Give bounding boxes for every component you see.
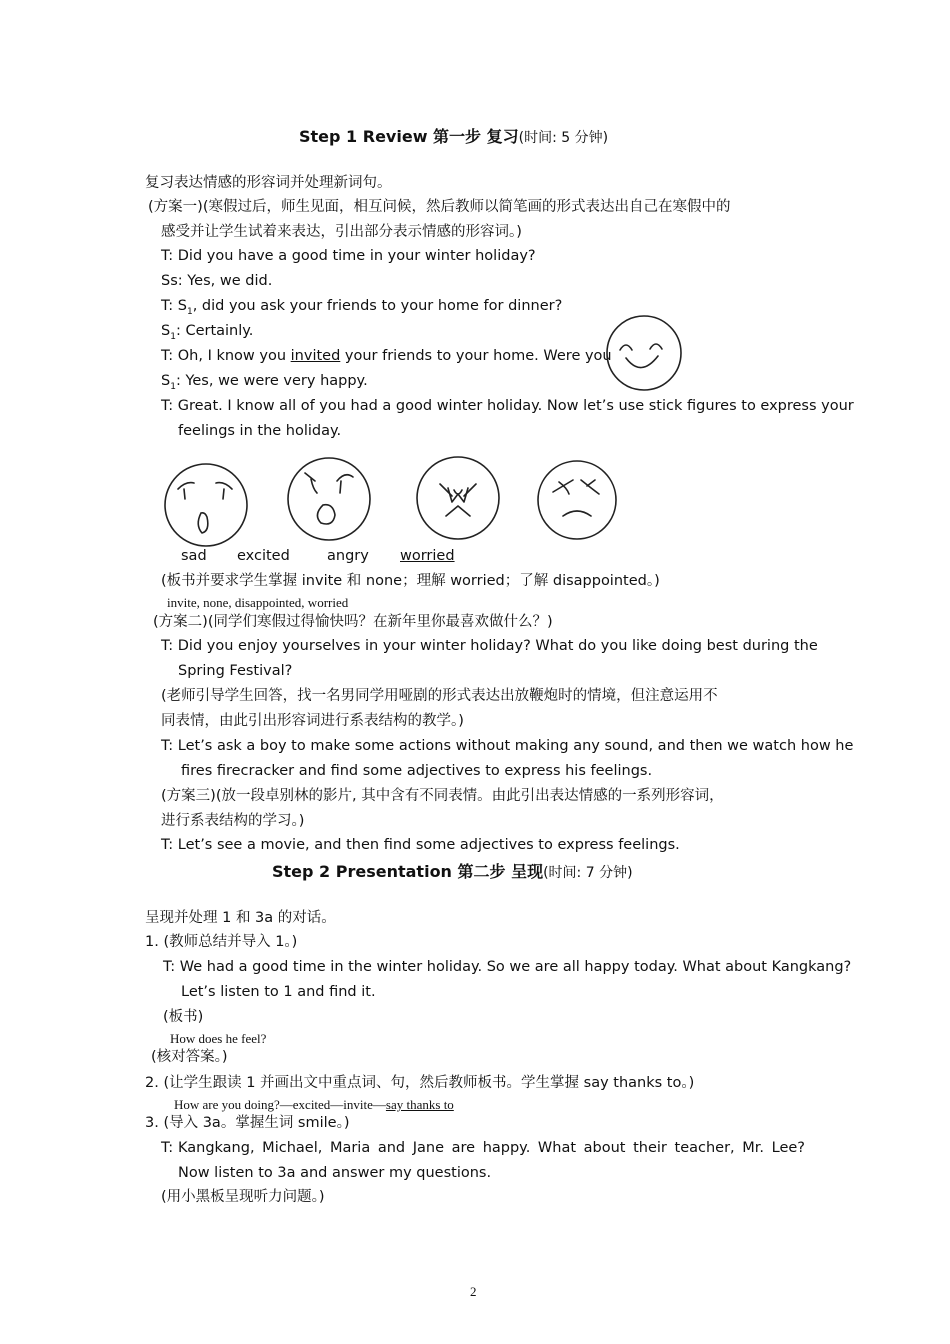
dialog-line-3-pre: T: S: [161, 298, 187, 314]
dialog-line-4-sub: 1: [170, 331, 176, 342]
item1-check: (核对答案。): [151, 1049, 228, 1065]
item1: 1. (教师总结并导入 1。): [145, 934, 298, 950]
plan2-note-line1: (老师引导学生回答，找一名男同学用哑剧的形式表达出放鞭炮时的情境，但注意运用不: [161, 688, 718, 704]
item2-board: [174, 1097, 454, 1113]
plan1-line1: (方案一)(寒假过后，师生见面，相互问候，然后教师以简笔画的形式表达出自己在寒假中的: [148, 199, 731, 215]
sad-face-icon: [162, 461, 250, 549]
plan1-line2: 感受并让学生试着来表达，引出部分表示情感的形容词。): [161, 224, 522, 240]
step1-heading: [299, 127, 608, 147]
step1-title: Step 1 Review 第一步 复习: [299, 127, 519, 146]
dialog-line-3-sub: 1: [186, 306, 193, 317]
step1-time: (时间: 5 分钟): [518, 130, 609, 146]
plan2-t2-line2: fires firecracker and find some adjectives to express his feelings.: [181, 763, 653, 779]
plan3-line1: (方案三)(放一段卓别林的影片, 其中含有不同表情。由此引出表达情感的一系列形容词，: [161, 788, 724, 804]
label-angry: angry: [327, 548, 369, 564]
dialog-line-6-sub: 1: [170, 381, 176, 392]
dialog-line-6: [161, 373, 368, 393]
dialog-line-5: [161, 348, 612, 365]
plan3-line2: 进行系表结构的学习。): [161, 813, 305, 829]
label-sad: sad: [181, 548, 207, 564]
dialog-line-4-post: : Certainly.: [175, 323, 254, 339]
item2-board-pre: How are you doing?—excited—invite—: [174, 1097, 386, 1112]
dialog-line-3: [161, 298, 562, 318]
item3: 3. (导入 3a。掌握生词 smile。): [145, 1115, 350, 1131]
dialog-line-7b: feelings in the holiday.: [178, 423, 342, 439]
plan3-t: T: Let’s see a movie, and then find some adjectives to express feelings.: [161, 837, 680, 853]
board-note: (板书并要求学生掌握 invite 和 none；理解 worried；了解 disappointed。): [161, 573, 660, 589]
excited-face-icon: [285, 455, 373, 543]
item1-board-text: How does he feel?: [170, 1031, 267, 1046]
dialog-line-1: T: Did you have a good time in your winter holiday?: [161, 248, 536, 264]
plan2-t-line1: T: Did you enjoy yourselves in your winter holiday? What do you like doing best during the: [161, 638, 818, 654]
item1-board: (板书): [163, 1009, 204, 1025]
item3-note: (用小黑板呈现听力问题。): [161, 1189, 325, 1205]
dialog-line-5-post: your friends to your home. Were you: [340, 348, 612, 364]
dialog-line-2: Ss: Yes, we did.: [161, 273, 273, 289]
label-excited: excited: [237, 548, 290, 564]
step2-time: (时间: 7 分钟): [543, 865, 633, 881]
plan2-title: (方案二)(同学们寒假过得愉快吗？在新年里你最喜欢做什么？): [153, 614, 553, 630]
step2-title: Step 2 Presentation 第二步 呈现: [272, 862, 544, 881]
dialog-line-6-post: : Yes, we were very happy.: [175, 373, 368, 389]
dialog-line-4-pre: S: [161, 323, 171, 339]
item2: 2. (让学生跟读 1 并画出文中重点词、句，然后教师板书。学生掌握 say thanks to。): [145, 1075, 695, 1091]
label-worried: worried: [400, 548, 455, 564]
plan2-note-line2: 同表情，由此引出形容词进行系表结构的教学。): [161, 713, 464, 729]
item3-t: Kangkang, Michael, Maria and Jane are happy. What about their teacher, Mr. Lee? Now listen to 3a and answer my questions.: [178, 1140, 805, 1181]
item1-t-line1: T: We had a good time in the winter holiday. So we are all happy today. What about Kangkang?: [163, 959, 852, 975]
step2-heading: [272, 862, 633, 882]
angry-face-icon: [414, 454, 502, 542]
dialog-line-6-pre: S: [161, 373, 171, 389]
dialog-line-3-post: , did you ask your friends to your home for dinner?: [192, 298, 563, 314]
step2-intro: 呈现并处理 1 和 3a 的对话。: [145, 910, 336, 926]
plan2-t-line2: Spring Festival?: [178, 663, 293, 679]
board-words: invite, none, disappointed, worried: [167, 595, 349, 610]
worried-face-icon: [535, 458, 619, 542]
page-number: 2: [470, 1284, 477, 1299]
dialog-line-7a: T: Great. I know all of you had a good winter holiday. Now let’s use stick figures to express your: [161, 398, 854, 414]
item2-board-underlined: say thanks to: [385, 1097, 454, 1112]
item3-t-prefix: T:: [161, 1140, 174, 1156]
plan2-t2-line1: T: Let’s ask a boy to make some actions without making any sound, and then we watch how he: [161, 738, 854, 754]
item1-t-line2: Let’s listen to 1 and find it.: [181, 984, 376, 1000]
happy-face-icon: [604, 314, 684, 394]
dialog-line-4: [161, 323, 253, 343]
dialog-line-5-pre: T: Oh, I know you: [161, 348, 291, 364]
dialog-line-5-invited: invited: [290, 348, 341, 364]
step1-intro: 复习表达情感的形容词并处理新词句。: [145, 175, 392, 191]
